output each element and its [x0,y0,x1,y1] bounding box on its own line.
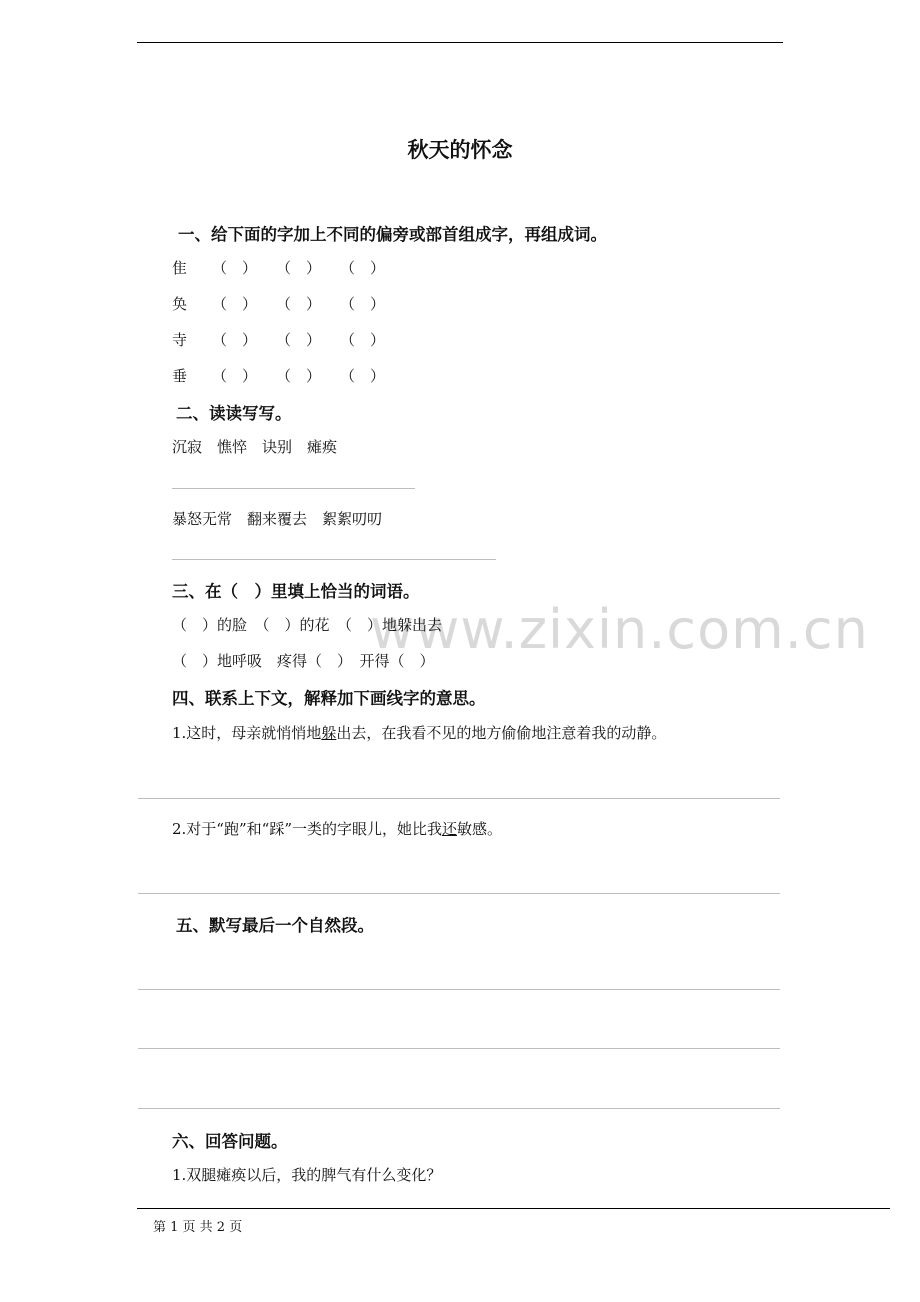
blank: （ ） [212,331,258,349]
section-4-heading: 四、联系上下文，解释加下画线字的意思。 [172,689,486,708]
word-list-2: 暴怒无常 翻来覆去 絮絮叨叨 [172,510,383,528]
char-row [172,329,385,350]
base-char: 寺 [172,331,188,349]
char-row [172,365,385,386]
word-list-1: 沉寂 憔悴 诀别 瘫痪 [172,438,338,456]
blank: （ ） [212,367,258,385]
answer-line [172,559,496,560]
answer-line [138,1048,780,1049]
blank: （ ） [340,295,386,313]
section-6-heading: 六、回答问题。 [172,1132,288,1151]
blank: （ ） [212,295,258,313]
section-5-heading: 五、默写最后一个自然段。 [176,916,374,935]
question-6-1: 1.双腿瘫痪以后，我的脾气有什么变化？ [172,1166,442,1184]
question-text: 出去，在我看不见的地方偷偷地注意着我的动静。 [336,724,667,742]
footer-rule [137,1208,890,1209]
page-number: 第 1 页 共 2 页 [153,1220,243,1235]
blank: （ ） [340,259,386,277]
section-2-heading: 二、读读写写。 [176,404,292,423]
blank: （ ） [276,331,322,349]
answer-line [172,488,415,489]
blank: （ ） [276,295,322,313]
header-rule [137,42,783,43]
base-char: 垂 [172,367,188,385]
fill-line-1: （ ）的脸 （ ）的花 （ ）地躲出去 [172,616,443,634]
underlined-char: 还 [442,820,458,838]
page-title: 秋天的怀念 [407,137,513,162]
section-3-heading: 三、在（ ）里填上恰当的词语。 [172,582,420,601]
base-char: 隹 [172,259,188,277]
question-4-1 [172,722,666,743]
question-4-2 [172,818,502,839]
base-char: 奂 [172,295,188,313]
blank: （ ） [212,259,258,277]
question-text: 1.这时，母亲就悄悄地 [172,724,322,742]
answer-line [138,798,780,799]
section-1-heading: 一、给下面的字加上不同的偏旁或部首组成字，再组成词。 [178,225,607,244]
blank: （ ） [276,367,322,385]
answer-line [138,1108,780,1109]
fill-line-2: （ ）地呼吸 疼得（ ） 开得（ ） [172,652,435,670]
answer-line [138,989,780,990]
char-row [172,293,385,314]
blank: （ ） [340,367,386,385]
blank: （ ） [340,331,386,349]
watermark: www.zixin.com.cn [370,598,869,661]
question-text: 2.对于“跑”和“踩”一类的字眼儿，她比我 [172,820,442,838]
answer-line [138,893,780,894]
char-row [172,257,385,278]
question-text: 敏感。 [457,820,503,838]
underlined-char: 躲 [321,724,337,742]
blank: （ ） [276,259,322,277]
